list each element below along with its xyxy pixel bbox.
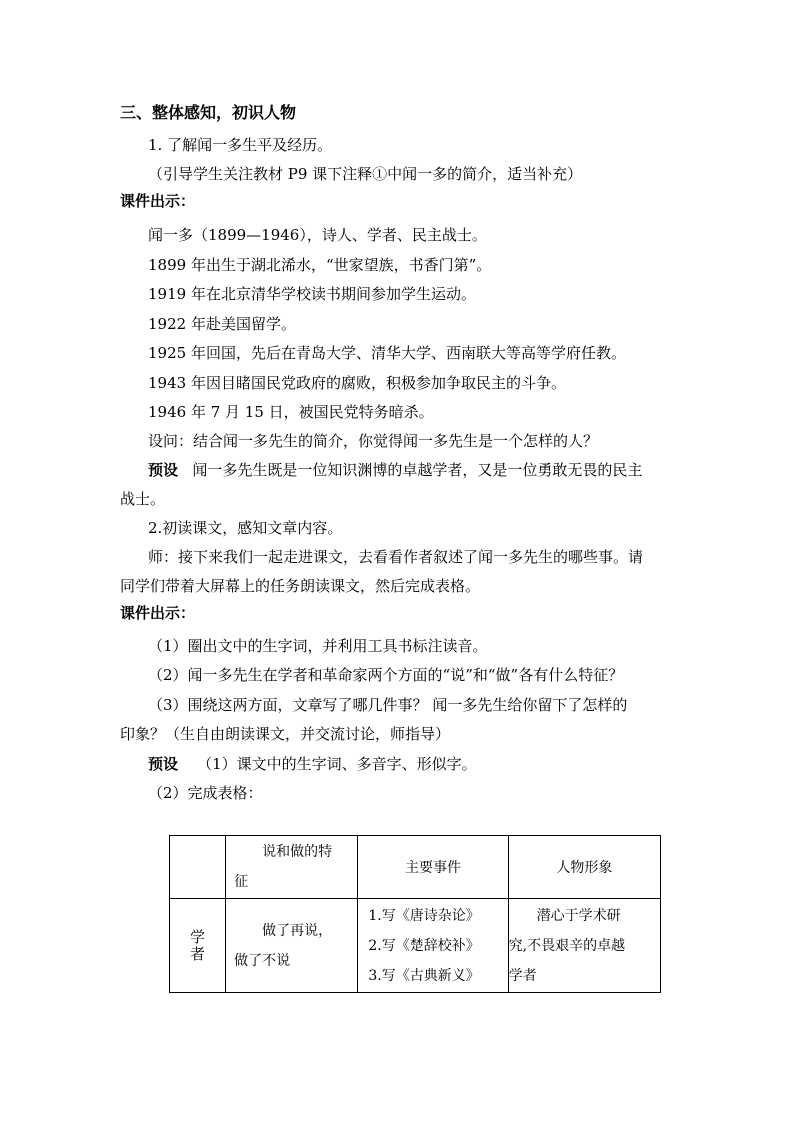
table-header-traits-line-1: 说和做的特	[262, 844, 333, 860]
task-3-line-2: 印象？（生自由朗读课文，并交流讨论，师指导）	[120, 725, 451, 743]
table-header-image: 人物形象	[508, 836, 660, 899]
table-row-traits-line-2: 做了不说	[234, 952, 291, 969]
table-header-traits-line-2: 征	[234, 874, 249, 890]
paragraph-1-note: （引导学生关注教材 P9 课下注释①中闻一多的简介，适当补充）	[148, 165, 583, 183]
table-row-label-cell	[170, 899, 226, 993]
section-heading: 三、整体感知，初识人物	[120, 103, 297, 122]
courseware-label-1: 课件出示：	[120, 192, 196, 210]
table-row-image	[508, 899, 660, 993]
bio-line-2: 1899 年出生于湖北浠水，“世家望族，书香门第”。	[148, 256, 492, 274]
question: 设问：结合闻一多先生的简介，你觉得闻一多先生是一个怎样的人？	[148, 432, 599, 450]
table-row-event-2: 2.写《楚辞校补》	[368, 937, 480, 954]
table-row-events	[358, 899, 508, 993]
table-row-image-line-1: 潜心于学术研	[536, 907, 621, 924]
preset-paragraph	[148, 459, 642, 481]
task-1: （1）圈出文中的生字词，并利用工具书标注读音。	[148, 637, 488, 655]
courseware-label-2: 课件出示：	[120, 604, 196, 622]
paragraph-1: 1. 了解闻一多生平及经历。	[148, 136, 333, 154]
table-header-empty	[170, 836, 226, 899]
preset-label: 预设	[148, 461, 179, 479]
teacher-line-2: 同学们带着大屏幕上的任务朗读课文，然后完成表格。	[120, 577, 481, 595]
bio-line-3: 1919 年在北京清华学校读书期间参加学生运动。	[148, 285, 476, 303]
table-row-traits-line-1: 做了再说，	[262, 922, 333, 939]
bio-line-4: 1922 年赴美国留学。	[148, 315, 296, 333]
table-header-traits	[226, 836, 358, 899]
summary-table	[169, 835, 661, 993]
preset-2-label: 预设	[148, 755, 179, 773]
table-header-row	[170, 836, 661, 899]
bio-line-7: 1946 年 7 月 15 日，被国民党特务暗杀。	[148, 403, 434, 421]
bio-line-5: 1925 年回国，先后在青岛大学、清华大学、西南联大等高等学府任教。	[148, 344, 626, 362]
table-row-traits	[226, 899, 358, 993]
preset-text-line-2: 战士。	[120, 490, 166, 508]
table-row-event-1: 1.写《唐诗杂论》	[368, 907, 480, 924]
table-row-event-3: 3.写《古典新义》	[368, 967, 480, 984]
task-2: （2）闻一多先生在学者和革命家两个方面的“说”和“做”各有什么特征？	[148, 666, 624, 684]
preset-2-text: （1）课文中的生字词、多音字、形似字。	[197, 755, 477, 773]
teacher-line-1: 师：接下来我们一起走进课文，去看看作者叙述了闻一多先生的哪些事。请	[148, 548, 644, 566]
preset-2-sub: （2）完成表格：	[148, 784, 263, 802]
table-row-image-line-3: 学者	[508, 967, 537, 984]
table-row-label: 学者	[188, 928, 207, 963]
table-header-events: 主要事件	[358, 836, 508, 899]
preset-2-paragraph	[148, 753, 477, 775]
preset-text-line-1: 闻一多先生既是一位知识渊博的卓越学者，又是一位勇敢无畏的民主	[192, 461, 643, 479]
task-3-line-1: （3）围绕这两方面，文章写了哪几件事？ 闻一多先生给你留下了怎样的	[148, 696, 628, 714]
table-row	[170, 899, 661, 993]
table-row-image-line-2: 究,不畏艰辛的卓越	[508, 937, 626, 954]
bio-line-6: 1943 年因目睹国民党政府的腐败，积极参加争取民主的斗争。	[148, 374, 566, 392]
bio-line-1: 闻一多（1899—1946），诗人、学者、民主战士。	[148, 226, 487, 244]
paragraph-2: 2.初读课文，感知文章内容。	[148, 519, 343, 537]
